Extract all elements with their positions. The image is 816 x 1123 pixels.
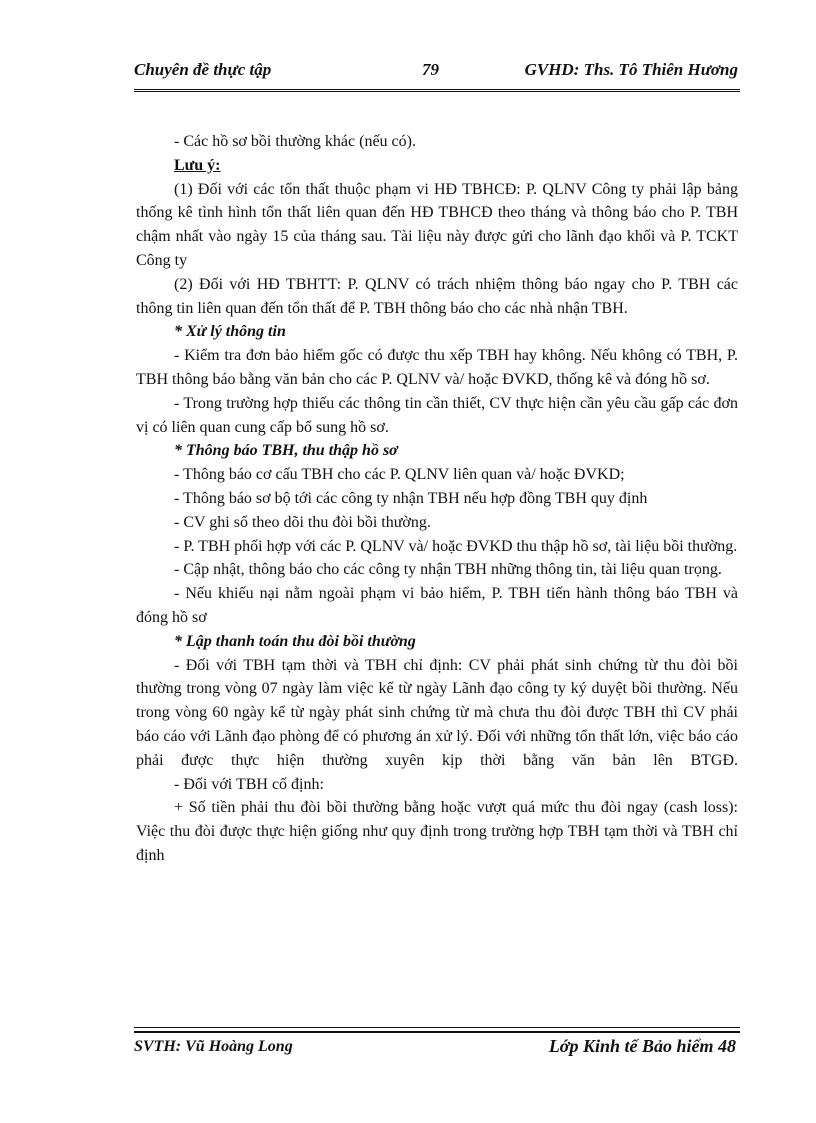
paragraph-fixed-reinsurance: - Đối với TBH cố định: <box>174 775 324 793</box>
paragraph-check-policy: - Kiểm tra đơn bảo hiểm gốc có được thu xếp TBH hay không. Nếu không có TBH, P. TBH thông báo bằng văn bản cho các P. QLNV và/ hoặc ĐVKD, thống kê và đóng hồ sơ. <box>136 347 738 388</box>
list-item: - Nếu khiếu nại nằm ngoài phạm vi bảo hiểm, P. TBH tiến hành thông báo TBH và đóng hồ sơ <box>136 585 738 626</box>
list-item: - Thông báo sơ bộ tới các công ty nhận TBH nếu hợp đồng TBH quy định <box>174 489 648 507</box>
footer-student: SVTH: Vũ Hoàng Long <box>134 1038 293 1055</box>
section-heading-claim-settlement: * Lập thanh toán thu đòi bồi thường <box>174 632 416 650</box>
section-heading-information-processing: * Xử lý thông tin <box>174 323 286 341</box>
list-item: - Thông báo cơ cấu TBH cho các P. QLNV liên quan và/ hoặc ĐVKD; <box>174 466 625 484</box>
page-header <box>134 56 740 86</box>
paragraph-other-claim-docs: - Các hồ sơ bồi thường khác (nếu có). <box>174 133 416 150</box>
paragraph-cash-loss: + Số tiền phải thu đòi bồi thường bằng hoặc vượt quá mức thu đòi ngay (cash loss): Việc thu đòi được thực hiện giống như quy định trong trường hợp TBH tạm thời và TBH chỉ định <box>136 799 738 864</box>
header-supervisor: GVHD: Ths. Tô Thiên Hương <box>524 60 738 79</box>
list-item: - P. TBH phối hợp với các P. QLNV và/ hoặc ĐVKD thu thập hồ sơ, tài liệu bồi thường. <box>174 537 738 555</box>
note-heading: Lưu ý: <box>174 156 221 174</box>
section-heading-notification: * Thông báo TBH, thu thập hồ sơ <box>174 442 398 460</box>
list-item: - CV ghi sổ theo dõi thu đòi bồi thường. <box>174 513 431 531</box>
paragraph-temporary-reinsurance: - Đối với TBH tạm thời và TBH chỉ định: CV phải phát sinh chứng từ thu đòi bồi thường trong vòng 07 ngày làm việc kể từ ngày Lãnh đạo công ty ký duyệt bồi thường. Nếu trong vòng 60 ngày kể từ ngày phát sinh chứng từ mà chưa thu đòi được TBH thì CV phải báo cáo với Lãnh đạo phòng để có phương án xử lý. Đối với những tổn thất lớn, việc báo cáo phải được thực hiện thường xuyên kịp thời bằng văn bản lên BTGĐ. <box>136 656 738 769</box>
page-footer <box>134 1034 740 1062</box>
document-body <box>136 130 738 868</box>
footer-divider <box>134 1027 740 1033</box>
paragraph-note-1: (1) Đối với các tổn thất thuộc phạm vi HĐ TBHCĐ: P. QLNV Công ty phải lập bảng thống kê tình hình tổn thất liên quan đến HĐ TBHCĐ theo tháng và thông báo cho P. TBH chậm nhất vào ngày 15 của tháng sau. Tài liệu này được gửi cho lãnh đạo khối và P. TCKT Công ty <box>136 180 738 269</box>
header-divider <box>134 89 740 92</box>
header-page-number: 79 <box>422 60 439 79</box>
paragraph-missing-information: - Trong trường hợp thiếu các thông tin cần thiết, CV thực hiện cần yêu cầu gấp các đơn vị có liên quan cung cấp bổ sung hồ sơ. <box>136 394 738 436</box>
list-item: - Cập nhật, thông báo cho các công ty nhận TBH những thông tin, tài liệu quan trọng. <box>174 561 722 579</box>
footer-class: Lớp Kinh tế Bảo hiểm 48 <box>548 1036 736 1056</box>
header-document-type: Chuyên đề thực tập <box>134 60 272 79</box>
paragraph-note-2: (2) Đối với HĐ TBHTT: P. QLNV có trách nhiệm thông báo ngay cho P. TBH các thông tin liên quan đến tổn thất để P. TBH thông báo cho các nhà nhận TBH. <box>136 275 738 317</box>
